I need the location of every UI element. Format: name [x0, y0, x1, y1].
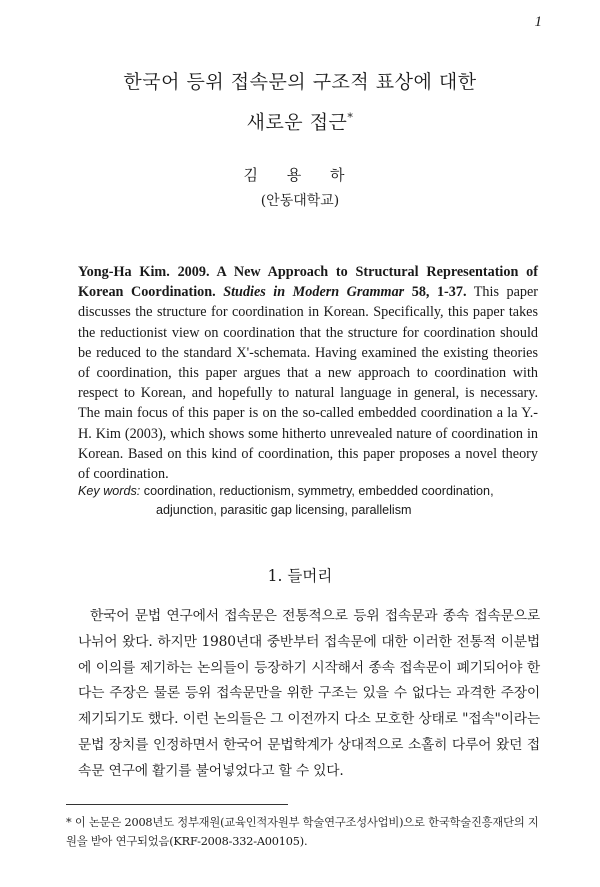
- author-affiliation: (안동대학교): [260, 193, 340, 209]
- section-heading: 1. 들머리: [267, 567, 333, 585]
- keywords-line-2: adjunction, parasitic gap licensing, parallelism: [156, 503, 412, 517]
- body-paragraph: 한국어 문법 연구에서 접속문은 전통적으로 등위 접속문과 종속 접속문으로 나뉘어 왔다. 하지만 1980년대 중반부터 접속문에 대한 이러한 전통적 이분법에 이의를 제기하는 논의들이 등장하기 시작해서 종속 접속문이 폐기되어야 한다는 주장은 물론 등위 접속문만을 위한 구조는 있을 수 없다는 과격한 주장이 제기되기도 했다. 이런 논의들은 그 이전까지 다소 모호한 상태로 "접속"이라는 문법 장치를 인정하면서 한국어 문법학계가 상대적으로 소홀히 다루어 왔던 접속문 연구에 활기를 불어넣었다고 할 수 있다.: [78, 608, 540, 779]
- title-line-1: 한국어 등위 접속문의 구조적 표상에 대한: [123, 71, 477, 93]
- title-footnote-mark: *: [347, 111, 354, 124]
- keywords-line-1: coordination, reductionism, symmetry, embedded coordination,: [143, 484, 494, 498]
- title-line-2: 새로운 접근: [246, 111, 348, 134]
- author-name: 김 용 하: [243, 166, 357, 184]
- keywords-label: Key words:: [78, 484, 141, 498]
- abstract-volume-pages: 58, 1-37.: [411, 284, 467, 301]
- abstract: [78, 262, 538, 484]
- abstract-journal: Studies in Modern Grammar: [223, 284, 405, 301]
- abstract-text: This paper discusses the structure for coordination in Korean. Specifically, this paper takes the reductionist view on coordination that the structure for coordination should be reduced to the standard X'-schemata. Having examined the existing theories of coordination, this paper argues that a new approach to coordination with respect to Korean, and hopefully to natural language in general, is necessary. The main focus of this paper is on the so-called embedded coordination a la Y.-H. Kim (2003), which shows some hitherto unrevealed nature of coordination in Korean. Based on this kind of coordination, this paper proposes a novel theory of coordination.: [78, 284, 539, 483]
- keywords: [78, 482, 548, 520]
- abstract-citation: Yong-Ha Kim. 2009. A New Approach to Structural Representation of Korean Coordination.: [78, 264, 538, 301]
- page-number: 1: [534, 14, 542, 30]
- paper-title: [0, 64, 600, 140]
- footnote: * 이 논문은 2008년도 정부재원(교육인적자원부 학술연구조성사업비)으로 한국학술진흥재단의 지원을 받아 연구되었음(KRF-2008-332-A00105).: [66, 816, 539, 848]
- footnote-divider: [66, 804, 288, 805]
